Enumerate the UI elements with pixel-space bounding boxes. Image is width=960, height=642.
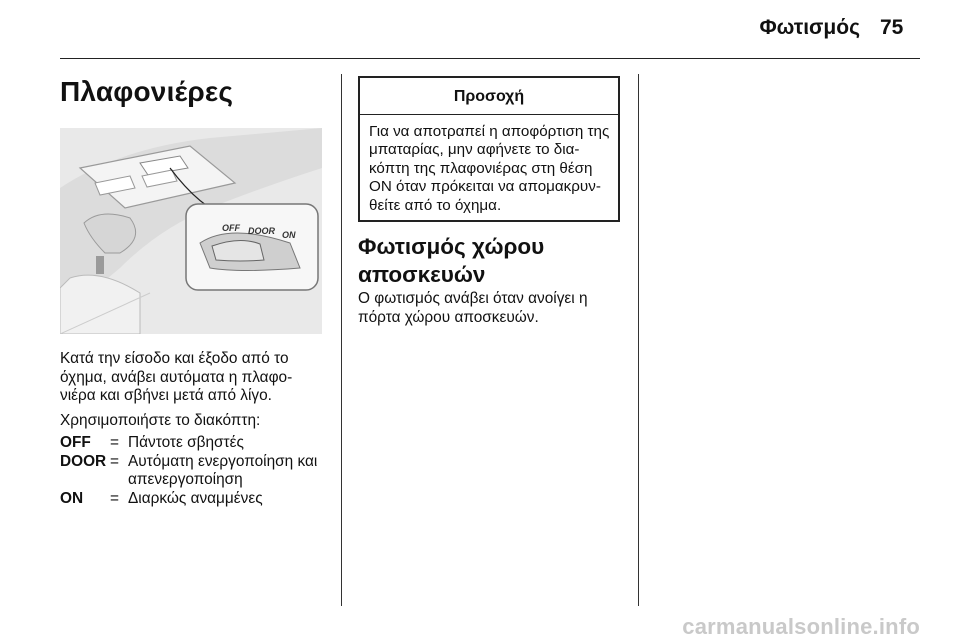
- list-item: [60, 453, 330, 490]
- definition-separator: =: [110, 434, 119, 451]
- caution-box: [358, 76, 620, 222]
- interior-light-illustration: [60, 128, 322, 334]
- page-number: 75: [880, 16, 904, 39]
- definition-term: DOOR: [60, 452, 107, 470]
- switch-label-off: OFF: [222, 223, 240, 233]
- definition-description: Αυτόματη ενεργοποίηση και απενεργοποίηση: [128, 452, 318, 488]
- switch-positions-list: [60, 434, 330, 508]
- caution-body: Για να αποτραπεί η αποφόρτιση της μπαταρίας, μην αφήνετε το δια-κόπτη της πλαφονιέρας στη θέση ON όταν πρόκειται να απομακρυν-θείτε από το όχημα.: [369, 123, 610, 214]
- definition-term: ON: [60, 489, 84, 507]
- paragraph: Χρησιμοποιήστε το διακόπτη:: [60, 412, 261, 429]
- header-title: Φωτισμός: [759, 16, 860, 39]
- paragraph: Ο φωτισμός ανάβει όταν ανοίγει η πόρτα χώρου αποσκευών.: [358, 290, 588, 326]
- column-divider: [341, 74, 342, 606]
- caution-title: Προσοχή: [360, 78, 618, 115]
- section-heading: Πλαφονιέρες: [60, 76, 234, 107]
- section-heading: Φωτισμός χώρου αποσκευών: [358, 234, 545, 287]
- paragraph: Κατά την είσοδο και έξοδο από το όχημα, ανάβει αυτόματα η πλαφο-νιέρα και σβήνει μετά από λίγο.: [60, 350, 293, 404]
- definition-separator: =: [110, 452, 119, 470]
- switch-label-door: DOOR: [248, 226, 275, 236]
- definition-description: Διαρκώς αναμμένες: [128, 489, 263, 507]
- list-item: [60, 434, 330, 453]
- watermark: carmanualsonline.info: [682, 614, 920, 639]
- definition-separator: =: [110, 489, 119, 507]
- list-item: [60, 490, 330, 509]
- definition-term: OFF: [60, 434, 91, 451]
- definition-description: Πάντοτε σβηστές: [128, 434, 244, 451]
- switch-label-on: ON: [282, 230, 296, 240]
- column-divider: [638, 74, 639, 606]
- header-rule: [60, 58, 920, 59]
